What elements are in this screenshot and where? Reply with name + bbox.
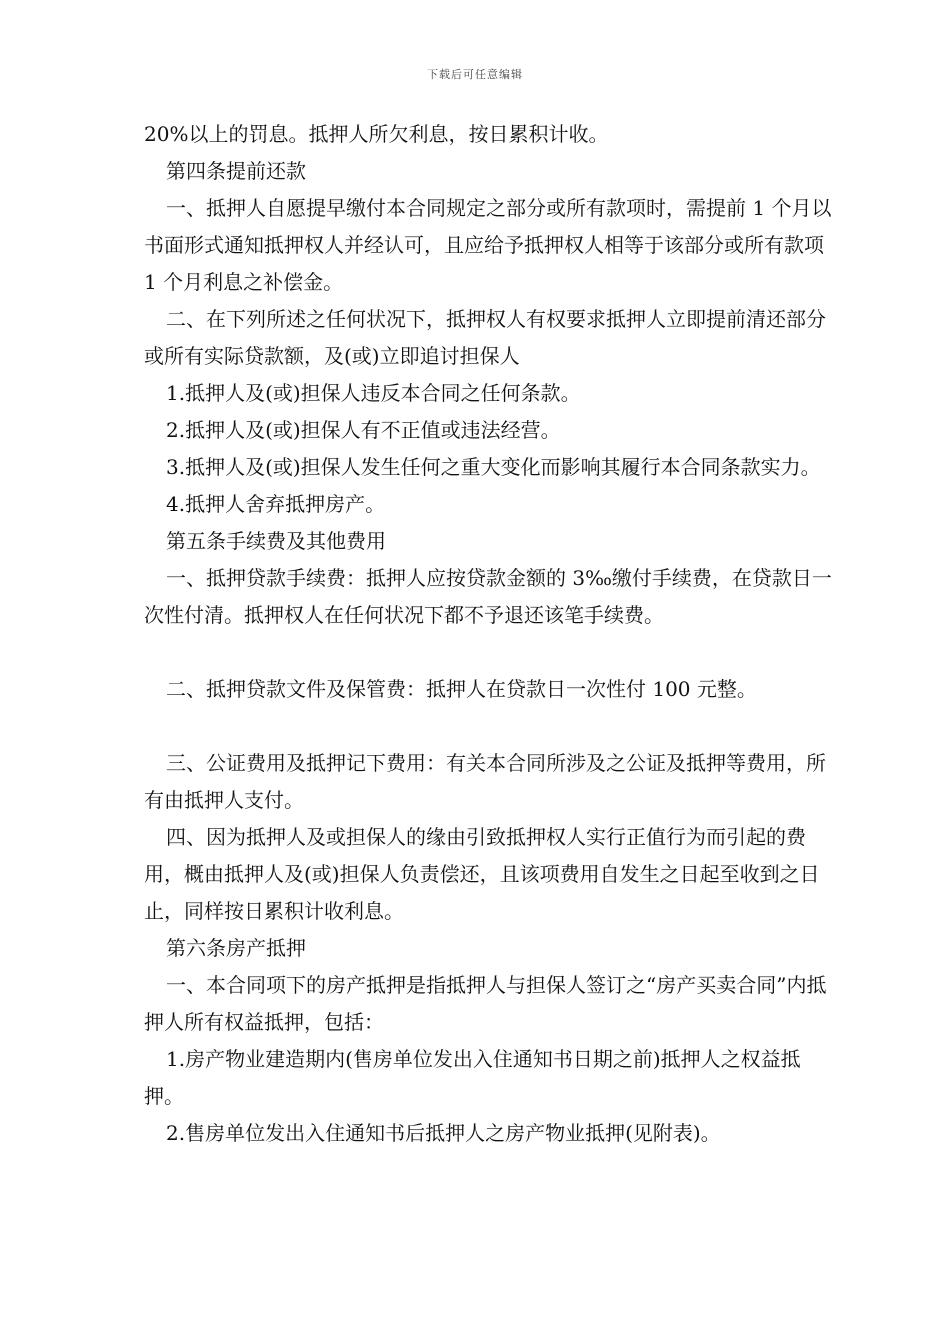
list-item-mortgage-1: 1.房产物业建造期内(售房单位发出入住通知书日期之前)抵押人之权益抵押。 — [144, 1047, 801, 1108]
section-heading-article-5: 第五条手续费及其他费用 — [166, 529, 386, 553]
list-item-condition-3: 3.抵押人及(或)担保人发生任何之重大变化而影响其履行本合同条款实力。 — [166, 455, 821, 479]
list-item-condition-4: 4.抵押人舍弃抵押房产。 — [166, 492, 386, 516]
section-heading-article-6: 第六条房产抵押 — [166, 936, 306, 960]
paragraph-early-repayment-1: 一、抵押人自愿提早缴付本合同规定之部分或所有款项时，需提前 1 个月以书面形式通知抵押权人并经认可，且应给予抵押权人相等于该部分或所有款项 1 个月利息之补偿金。 — [144, 196, 832, 294]
paragraph-gap — [144, 634, 834, 671]
list-item-condition-2: 2.抵押人及(或)担保人有不正值或违法经营。 — [166, 418, 561, 442]
document-body — [144, 116, 834, 1152]
section-heading-article-4: 第四条提前还款 — [166, 159, 306, 183]
paragraph-penalty: 20%以上的罚息。抵押人所欠利息，按日累积计收。 — [144, 122, 609, 146]
list-item-condition-1: 1.抵押人及(或)担保人违反本合同之任何条款。 — [166, 381, 581, 405]
paragraph-early-repayment-2: 二、在下列所述之任何状况下，抵押权人有权要求抵押人立即提前清还部分或所有实际贷款额，及(或)立即追讨担保人 — [144, 307, 826, 368]
list-item-mortgage-2: 2.售房单位发出入住通知书后抵押人之房产物业抵押(见附表)。 — [166, 1121, 721, 1145]
paragraph-fee-3: 三、公证费用及抵押记下费用：有关本合同所涉及之公证及抵押等费用，所有由抵押人支付。 — [144, 751, 826, 812]
page-header: 下载后可任意编辑 — [427, 68, 523, 81]
paragraph-fee-4: 四、因为抵押人及或担保人的缘由引致抵押权人实行正值行为而引起的费用，概由抵押人及(或)担保人负责偿还，且该项费用自发生之日起至收到之日止，同样按日累积计收利息。 — [144, 825, 820, 923]
paragraph-fee-1: 一、抵押贷款手续费：抵押人应按贷款金额的 3‰缴付手续费，在贷款日一次性付清。抵押权人在任何状况下都不予退还该笔手续费。 — [144, 566, 832, 627]
paragraph-mortgage-1: 一、本合同项下的房产抵押是指抵押人与担保人签订之“房产买卖合同”内抵押人所有权益抵押，包括： — [144, 973, 827, 1034]
paragraph-gap — [144, 708, 834, 745]
paragraph-fee-2: 二、抵押贷款文件及保管费：抵押人在贷款日一次性付 100 元整。 — [166, 677, 757, 701]
